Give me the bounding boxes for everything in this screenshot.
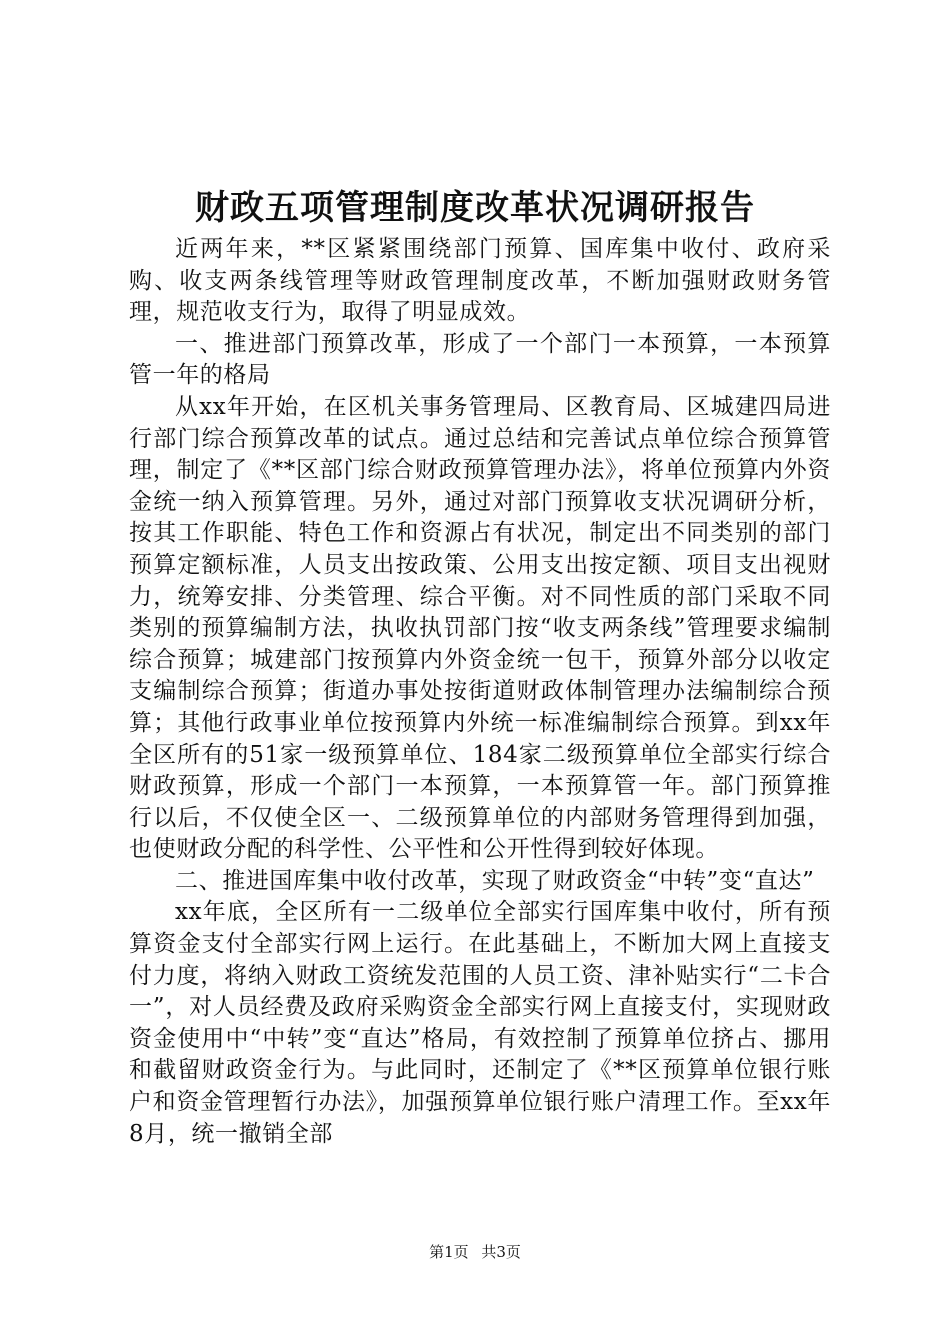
paragraph-section-1: 从xx年开始，在区机关事务管理局、区教育局、区城建四局进行部门综合预算改革的试点。通过总结和完善试点单位综合预算管理，制定了《**区部门综合财政预算管理办法》，将单位预算内外资金统一纳入预算管理。另外，通过对部门预算收支状况调研分析，按其工作职能、特色工作和资源占有状况，制定出不同类别的部门预算定额标准，人员支出按政策、公用支出按定额、项目支出视财力，统筹安排、分类管理、综合平衡。对不同性质的部门采取不同类别的预算编制方法，执收执罚部门按“收支两条线”管理要求编制综合预算；城建部门按预算内外资金统一包干，预算外部分以收定支编制综合预算；街道办事处按街道财政体制管理办法编制综合预算；其他行政事业单位按预算内外统一标准编制综合预算。到xx年全区所有的51家一级预算单位、184家二级预算单位全部实行综合财政预算，形成一个部门一本预算，一本预算管一年。部门预算推行以后，不仅使全区一、二级预算单位的内部财务管理得到加强，也使财政分配的科学性、公平性和公开性得到较好体现。 bbox=[129, 393, 831, 863]
page-footer bbox=[0, 1241, 950, 1263]
section-heading-2: 二、推进国库集中收付改革，实现了财政资金“中转”变“直达” bbox=[175, 867, 815, 894]
page-number: 第1页 bbox=[429, 1243, 469, 1261]
paragraph-section-2: xx年底，全区所有一二级单位全部实行国库集中收付，所有预算资金支付全部实行网上运行。在此基础上，不断加大网上直接支付力度，将纳入财政工资统发范围的人员工资、津补贴实行“二卡合一”，对人员经费及政府采购资金全部实行网上直接支付，实现财政资金使用中“中转”变“直达”格局，有效控制了预算单位挤占、挪用和截留财政资金行为。与此同时，还制定了《**区预算单位银行账户和资金管理暂行办法》，加强预算单位银行账户清理工作。至xx年8月，统一撤销全部 bbox=[129, 899, 831, 1147]
section-heading-1: 一、推进部门预算改革，形成了一个部门一本预算，一本预算管一年的格局 bbox=[129, 330, 831, 389]
document-title: 财政五项管理制度改革状况调研报告 bbox=[195, 188, 755, 228]
document-body bbox=[129, 234, 831, 1150]
paragraph-intro: 近两年来，**区紧紧围绕部门预算、国库集中收付、政府采购、收支两条线管理等财政管理制度改革，不断加强财政财务管理，规范收支行为，取得了明显成效。 bbox=[129, 236, 831, 326]
page-total: 共3页 bbox=[481, 1243, 521, 1261]
